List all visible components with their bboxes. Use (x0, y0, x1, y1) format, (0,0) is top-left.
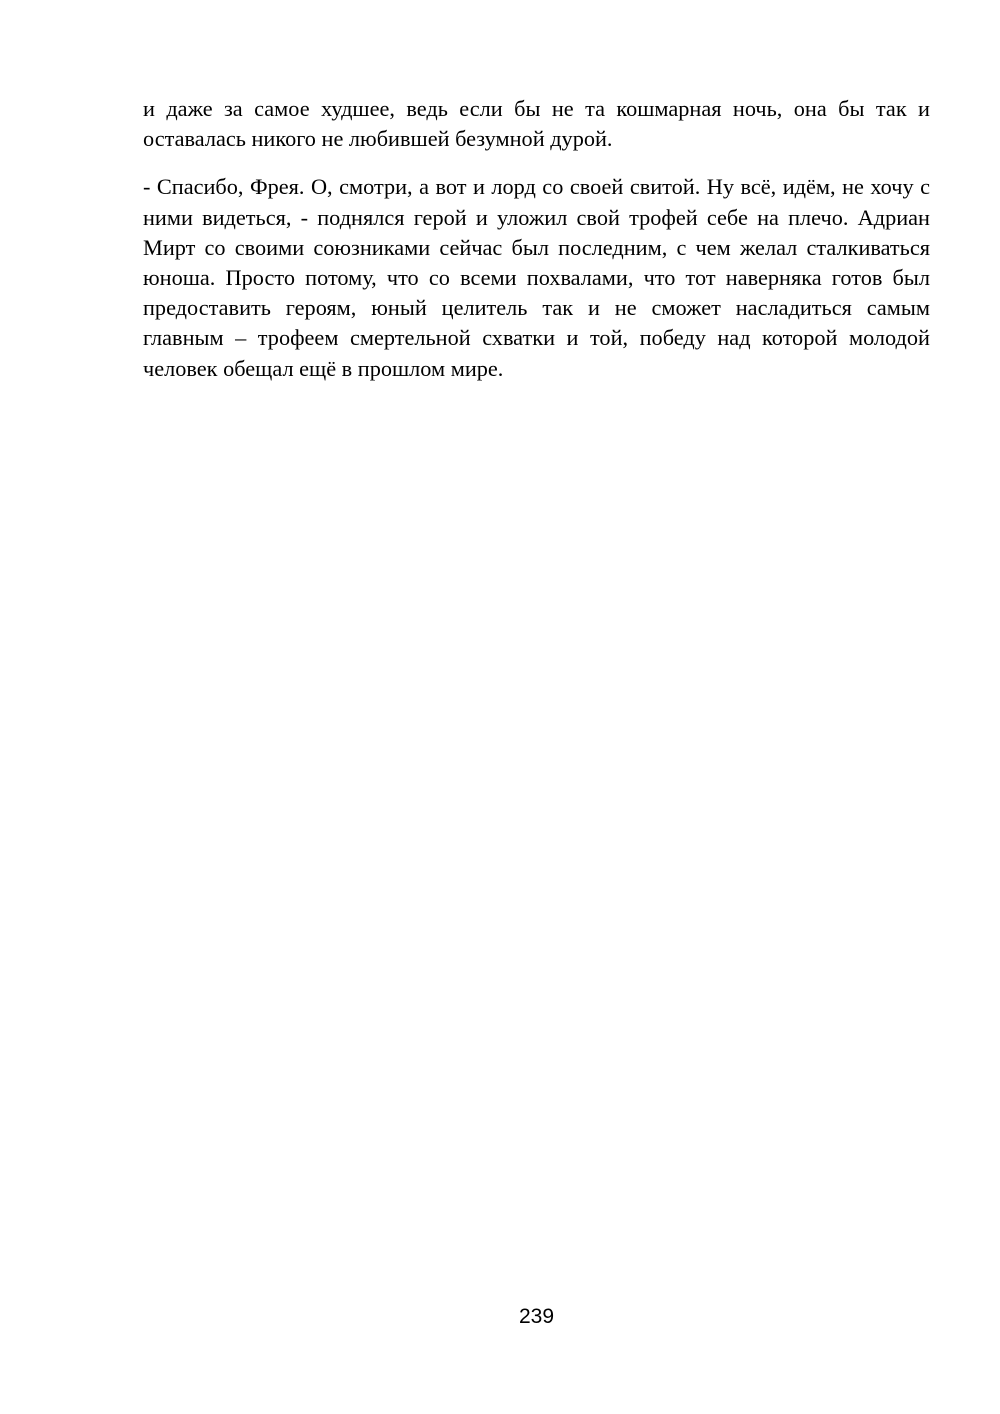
paragraph-2: - Спасибо, Фрея. О, смотри, а вот и лорд со своей свитой. Ну всё, идём, не хочу с ними видеться, - поднялся герой и уложил свой трофей себе на плечо. Адриан Мирт со своими союзниками сейчас был последним, с чем желал сталкиваться юноша. Просто потому, что со всеми похвалами, что тот наверняка готов был предоставить героям, юный целитель так и не сможет насладиться самым главным – трофеем смертельной схватки и той, победу над которой молодой человек обещал ещё в прошлом мире. (143, 174, 930, 381)
text-block (143, 94, 930, 402)
paragraph-1: и даже за самое худшее, ведь если бы не та кошмарная ночь, она бы так и оставалась никого не любившей безумной дурой. (143, 96, 930, 152)
page-number: 239 (518, 1305, 555, 1328)
